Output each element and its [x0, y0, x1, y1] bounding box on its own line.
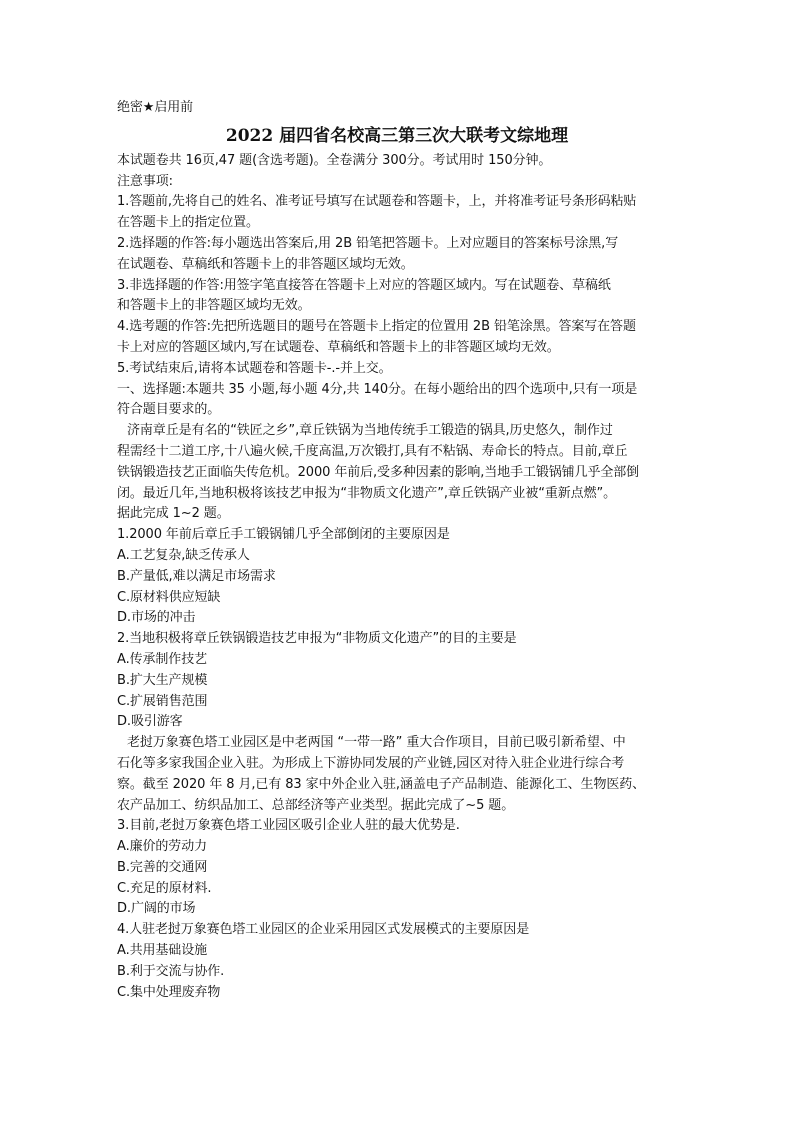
- passage-line: 老挝万象赛色塔工业园区是中老两国 “一带一路” 重大合作项目，目前已吸引新希望、中: [127, 735, 626, 751]
- instruction-line: 在试题卷、草稿纸和答题卡上的非答题区域均无效。: [117, 256, 414, 272]
- passage-line: 察。截至 2020 年 8 月,已有 83 家中外企业入驻,涵盖电子产品制造、能源化工、生物医药、: [117, 776, 646, 792]
- instruction-line: 2.选择题的作答:每小题选出答案后,用 2B 铅笔把答题卡。上对应题目的答案标号涂黑,写: [117, 235, 619, 251]
- instruction-line: 注意事项:: [117, 173, 173, 189]
- section-heading: 一、选择题:本题共 35 小题,每小题 4分,共 140分。在每小题给出的四个选项中,只有一项是: [117, 381, 638, 397]
- question-option: B.产量低,难以满足市场需求: [117, 568, 276, 584]
- question-option: B.扩大生产规模: [117, 672, 208, 688]
- section-heading: 符合题目要求的。: [117, 402, 221, 418]
- question-stem: 3.目前,老挝万象赛色塔工业园区吸引企业人驻的最大优势是.: [117, 818, 460, 834]
- passage-line: 程需经十二道工序,十八遍火候,千度高温,万次锻打,具有不粘锅、寿命长的特点。目前,章丘: [117, 443, 628, 459]
- question-option: A.廉价的劳动力: [117, 839, 207, 855]
- question-option: C.充足的原材料.: [117, 880, 212, 896]
- question-option: D.市场的冲击: [117, 610, 196, 626]
- question-option: C.扩展销售范围: [117, 693, 208, 709]
- question-option: B.完善的交通网: [117, 859, 208, 875]
- questions-3-5: [117, 816, 677, 1003]
- instruction-line: 5.考试结束后,请将本试题卷和答题卡-.-并上交。: [117, 360, 392, 376]
- question-option: D.吸引游客: [117, 714, 183, 730]
- question-stem: 2.当地积极将章丘铁锅锻造技艺申报为“非物质文化遗产”的目的主要是: [117, 631, 517, 647]
- confidential-mark: 绝密★启用前: [117, 100, 194, 115]
- document-body: [117, 98, 677, 1003]
- page-title: 2022 届四省名校高三第三次大联考文综地理: [225, 125, 569, 146]
- question-option: C.原材料供应短缺: [117, 589, 221, 605]
- passage-line: 农产品加工、纺织品加工、总部经济等产业类型。据此完成了~5 题。: [117, 797, 515, 813]
- question-option: D.广阔的市场: [117, 901, 196, 917]
- passage-line: 据此完成 1~2 题。: [117, 506, 230, 522]
- passage-zhangqiu: [117, 421, 677, 525]
- instruction-line: 卡上对应的答题区域内,写在试题卷、草稿纸和答题卡上的非答题区域均无效。: [117, 339, 560, 355]
- question-stem: 1.2000 年前后章丘手工锻锅铺几乎全部倒闭的主要原因是: [117, 527, 450, 543]
- question-option: A.工艺复杂,缺乏传承人: [117, 547, 250, 563]
- passage-laos-park: [117, 733, 677, 816]
- instruction-line: 1.答题前,先将自己的姓名、准考证号填写在试题卷和答题卡，上，并将准考证号条形码粘贴: [117, 194, 637, 210]
- question-option: C.集中处理废弃物: [117, 984, 221, 1000]
- question-option: B.利于交流与协作.: [117, 963, 225, 979]
- instruction-line: 在答题卡上的指定位置。: [117, 215, 259, 231]
- instruction-line: 3.非选择题的作答:用签字笔直接答在答题卡上对应的答题区域内。写在试题卷、草稿纸: [117, 277, 611, 293]
- instruction-line: 本试题卷共 16页,47 题(含选考题)。全卷满分 300分。考试用时 150分钟。: [117, 152, 552, 168]
- passage-line: 石化等多家我国企业入驻。为形成上下游协同发展的产业链,园区对待入驻企业进行综合考: [117, 755, 625, 771]
- question-option: A.传承制作技艺: [117, 651, 207, 667]
- passage-line: 济南章丘是有名的“铁匠之乡”,章丘铁锅为当地传统手工锻造的锅具,历史悠久，制作过: [127, 423, 613, 439]
- instructions: [117, 151, 677, 421]
- question-stem: 4.人驻老挝万象赛色塔工业园区的企业采用园区式发展模式的主要原因是: [117, 922, 530, 938]
- instruction-line: 和答题卡上的非答题区域均无效。: [117, 298, 311, 314]
- passage-line: 闭。最近几年,当地积极将该技艺申报为“非物质文化遗产”,章丘铁锅产业被“重新点燃”。: [117, 485, 617, 501]
- questions-1-2: [117, 525, 677, 733]
- question-option: A.共用基础设施: [117, 943, 207, 959]
- passage-line: 铁锅锻造技艺正面临失传危机。2000 年前后,受多种因素的影响,当地手工锻锅铺几乎全部倒: [117, 464, 640, 480]
- instruction-line: 4.选考题的作答:先把所选题目的题号在答题卡上指定的位置用 2B 铅笔涂黑。答案写在答题: [117, 319, 636, 335]
